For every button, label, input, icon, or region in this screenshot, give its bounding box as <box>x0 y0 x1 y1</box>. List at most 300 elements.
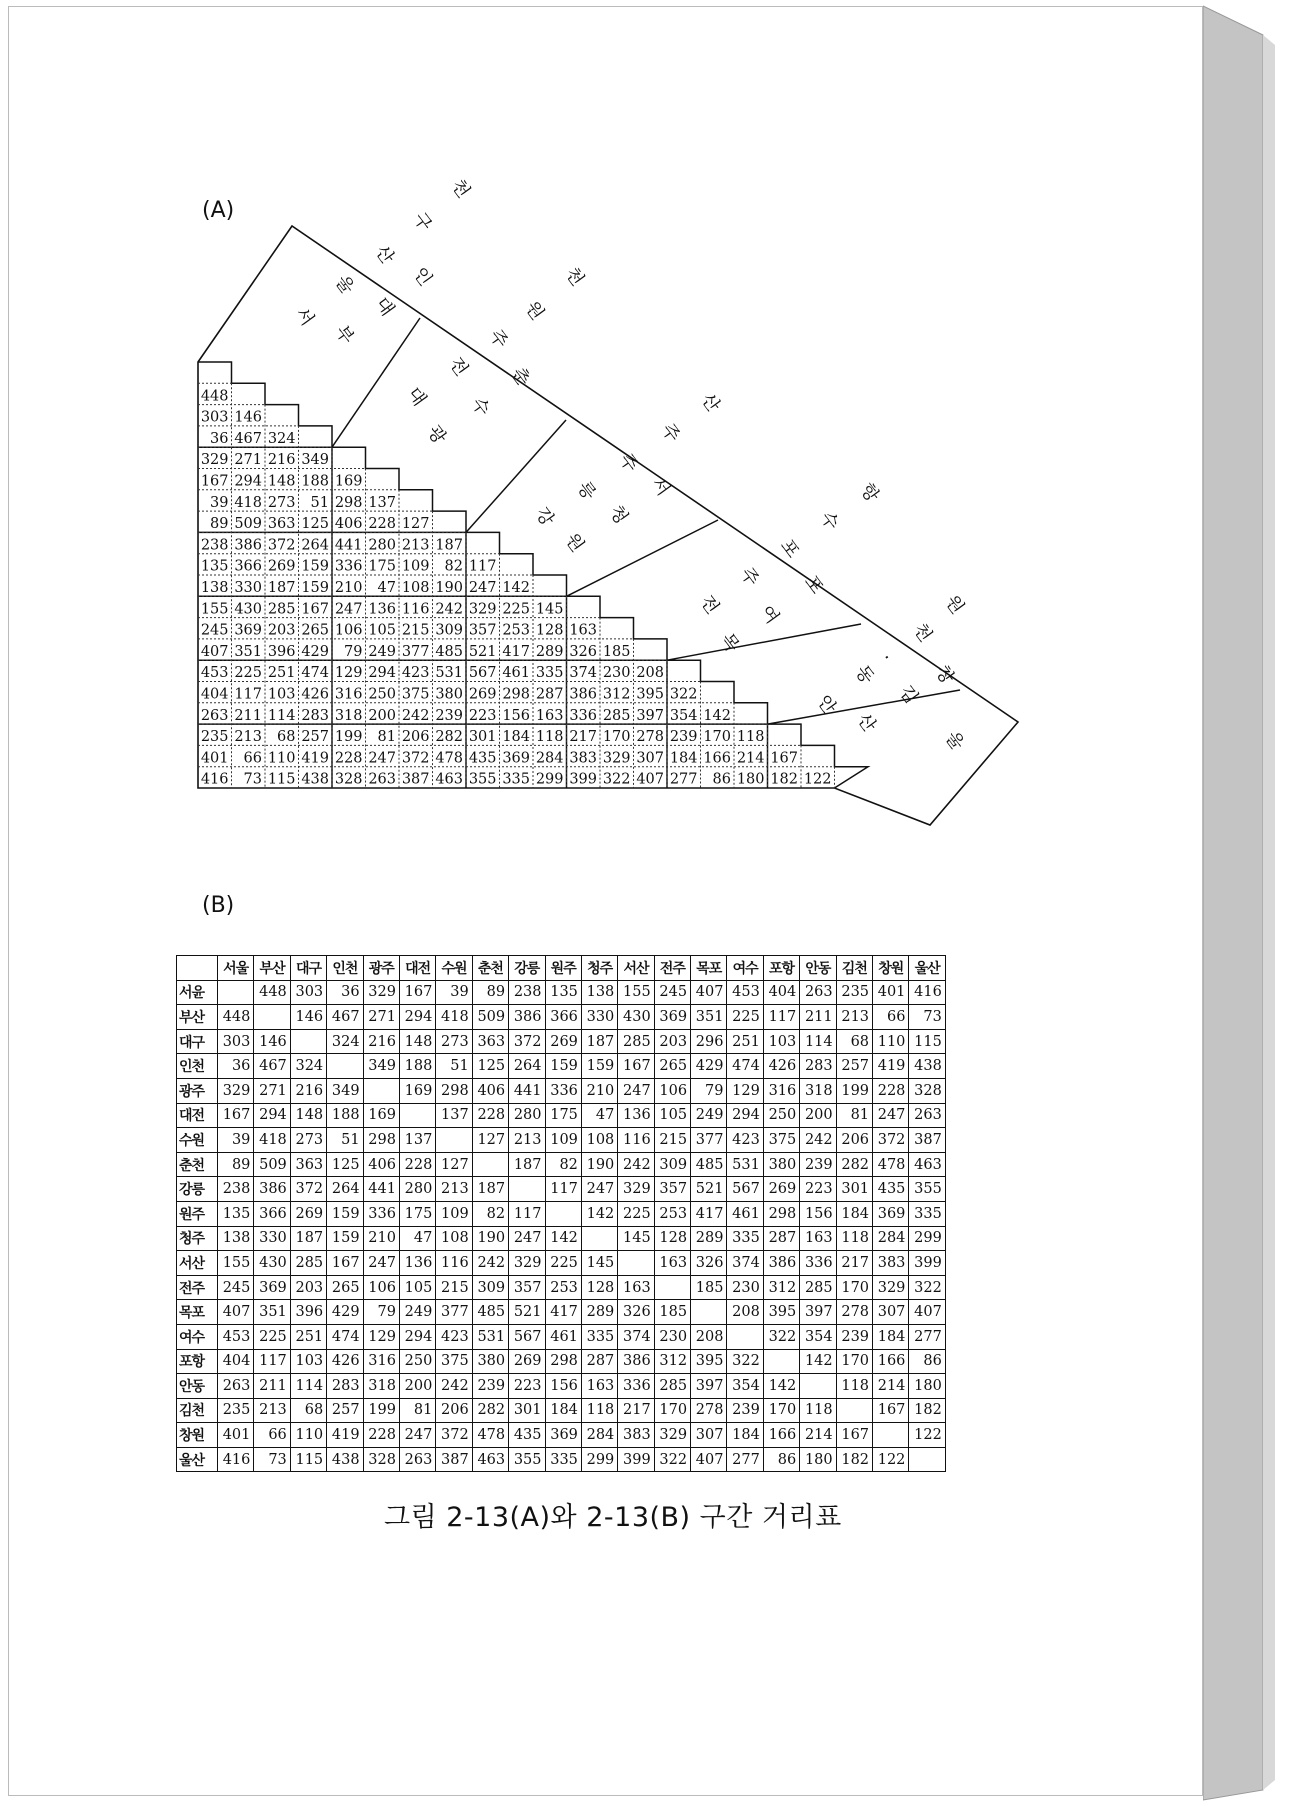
distance-cell: 228 <box>873 1078 909 1103</box>
distance-cell: 349 <box>363 1054 399 1079</box>
triangle-cell-value: 239 <box>435 707 463 724</box>
distance-cell: 167 <box>873 1398 909 1423</box>
triangle-cell-value: 322 <box>602 771 631 788</box>
triangle-cell-value: 357 <box>468 622 497 639</box>
triangle-cell-value: 312 <box>602 686 631 703</box>
distance-cell: 430 <box>254 1251 290 1276</box>
triangular-distance-chart <box>0 0 1292 860</box>
table-row <box>177 1447 946 1472</box>
triangle-cell-value: 429 <box>301 643 329 660</box>
distance-cell: 375 <box>436 1349 472 1374</box>
distance-cell: 330 <box>254 1226 290 1251</box>
distance-cell: 214 <box>800 1423 836 1448</box>
triangle-cell-value: 68 <box>277 729 296 746</box>
triangle-cell-value: 303 <box>200 409 229 426</box>
distance-cell: 108 <box>436 1226 472 1251</box>
distance-cell: 225 <box>618 1201 654 1226</box>
distance-cell: 135 <box>218 1201 254 1226</box>
distance-cell: 109 <box>545 1128 581 1153</box>
triangle-cell-value: 397 <box>636 707 664 724</box>
distance-cell: 39 <box>436 980 472 1005</box>
distance-cell: 115 <box>290 1447 326 1472</box>
distance-cell: 336 <box>545 1078 581 1103</box>
distance-cell: 116 <box>618 1128 654 1153</box>
distance-cell: 199 <box>363 1398 399 1423</box>
city-name-glyph: . <box>880 646 901 664</box>
distance-cell: 247 <box>399 1423 435 1448</box>
distance-cell: 354 <box>727 1374 763 1399</box>
distance-cell: 336 <box>363 1201 399 1226</box>
distance-cell: 355 <box>909 1177 945 1202</box>
distance-cell: 225 <box>254 1324 290 1349</box>
distance-cell: 199 <box>836 1078 872 1103</box>
distance-cell: 377 <box>436 1300 472 1325</box>
distance-cell: 441 <box>509 1078 545 1103</box>
triangle-cell-value: 159 <box>301 580 329 596</box>
triangle-cell-value: 369 <box>234 622 262 639</box>
triangle-cell-value: 217 <box>569 729 597 746</box>
triangle-cell-value: 271 <box>234 452 262 469</box>
distance-cell: 380 <box>763 1152 799 1177</box>
table-row <box>177 1128 946 1153</box>
distance-cell: 68 <box>290 1398 326 1423</box>
triangle-cell-value: 283 <box>301 707 329 724</box>
distance-cell: 387 <box>909 1128 945 1153</box>
distance-cell: 203 <box>654 1029 690 1054</box>
distance-cell: 36 <box>218 1054 254 1079</box>
distance-cell: 335 <box>545 1447 581 1472</box>
distance-cell <box>509 1177 545 1202</box>
triangle-cell-value: 399 <box>569 771 597 788</box>
triangle-cell-value: 117 <box>234 686 262 703</box>
table-row <box>177 1226 946 1251</box>
row-header: 서윤 <box>177 980 218 1005</box>
distance-cell: 318 <box>363 1374 399 1399</box>
distance-cell <box>290 1029 326 1054</box>
distance-cell: 354 <box>800 1324 836 1349</box>
triangle-cell-value: 247 <box>468 580 497 596</box>
column-header: 대전 <box>399 956 435 981</box>
distance-cell: 114 <box>800 1029 836 1054</box>
distance-cell: 301 <box>509 1398 545 1423</box>
distance-cell: 366 <box>545 1005 581 1030</box>
triangle-cell-value: 316 <box>334 686 363 703</box>
triangle-cell-value: 182 <box>770 771 798 788</box>
distance-cell: 322 <box>654 1447 690 1472</box>
distance-cell: 406 <box>472 1078 508 1103</box>
triangle-cell-value: 386 <box>569 686 597 703</box>
distance-cell: 335 <box>909 1201 945 1226</box>
column-header: 인천 <box>327 956 363 981</box>
distance-cell: 225 <box>545 1251 581 1276</box>
city-name-glyph: 창 <box>930 661 959 688</box>
triangle-cell-value: 383 <box>569 750 597 767</box>
triangle-cell-value: 51 <box>310 494 329 511</box>
triangle-cell-value: 81 <box>377 729 396 746</box>
distance-cell: 213 <box>254 1398 290 1423</box>
triangle-cell-value: 280 <box>368 537 396 554</box>
triangle-cell-value: 199 <box>334 729 363 746</box>
distance-cell: 478 <box>472 1423 508 1448</box>
distance-cell: 217 <box>836 1251 872 1276</box>
triangle-cell-value: 366 <box>234 558 262 575</box>
distance-cell: 163 <box>654 1251 690 1276</box>
triangle-cell-value: 396 <box>267 643 296 660</box>
distance-cell: 357 <box>509 1275 545 1300</box>
triangle-cell-value: 115 <box>267 771 296 788</box>
distance-cell: 474 <box>327 1324 363 1349</box>
distance-cell: 478 <box>873 1152 909 1177</box>
distance-cell: 418 <box>254 1128 290 1153</box>
distance-cell <box>691 1300 727 1325</box>
distance-cell: 380 <box>472 1349 508 1374</box>
table-row <box>177 1251 946 1276</box>
triangle-cell-value: 329 <box>468 601 497 618</box>
distance-cell: 430 <box>618 1005 654 1030</box>
distance-cell: 142 <box>763 1374 799 1399</box>
triangle-cell-value: 299 <box>535 771 564 788</box>
distance-cell: 216 <box>363 1029 399 1054</box>
triangle-cell-value: 228 <box>334 750 363 767</box>
city-name-glyph: 대 <box>402 383 431 410</box>
column-header: 포항 <box>763 956 799 981</box>
distance-cell: 336 <box>800 1251 836 1276</box>
triangle-cell-value: 453 <box>200 665 229 682</box>
city-name-glyph: 안 <box>812 691 841 718</box>
city-name-glyph: 포 <box>775 535 804 562</box>
distance-cell: 369 <box>545 1423 581 1448</box>
distance-cell: 247 <box>363 1251 399 1276</box>
distance-cell: 426 <box>327 1349 363 1374</box>
table-row <box>177 1349 946 1374</box>
distance-cell: 355 <box>509 1447 545 1472</box>
distance-cell: 369 <box>254 1275 290 1300</box>
distance-cell: 448 <box>218 1005 254 1030</box>
distance-cell: 118 <box>581 1398 617 1423</box>
triangle-cell-value: 238 <box>200 537 229 554</box>
triangle-cell-value: 263 <box>200 707 229 724</box>
distance-cell: 128 <box>654 1226 690 1251</box>
column-header: 부산 <box>254 956 290 981</box>
row-header: 목포 <box>177 1300 218 1325</box>
triangle-cell-value: 478 <box>435 750 463 767</box>
city-name-glyph: 원 <box>560 529 589 556</box>
distance-cell: 257 <box>836 1054 872 1079</box>
distance-cell: 206 <box>836 1128 872 1153</box>
triangle-cell-value: 175 <box>368 558 396 575</box>
distance-cell: 247 <box>581 1177 617 1202</box>
triangle-cell-value: 251 <box>267 665 296 682</box>
distance-cell: 185 <box>654 1300 690 1325</box>
triangle-cell-value: 423 <box>401 665 430 682</box>
distance-cell: 265 <box>654 1054 690 1079</box>
triangle-cell-value: 146 <box>234 409 262 426</box>
distance-cell: 184 <box>727 1423 763 1448</box>
distance-cell: 298 <box>763 1201 799 1226</box>
distance-cell: 217 <box>618 1398 654 1423</box>
city-name-glyph: 춘 <box>506 363 535 390</box>
distance-cell: 423 <box>436 1324 472 1349</box>
distance-cell: 407 <box>909 1300 945 1325</box>
distance-cell: 282 <box>472 1398 508 1423</box>
distance-cell <box>545 1201 581 1226</box>
table-row <box>177 1300 946 1325</box>
distance-cell: 136 <box>618 1103 654 1128</box>
distance-cell: 159 <box>327 1226 363 1251</box>
distance-cell: 269 <box>763 1177 799 1202</box>
distance-cell <box>218 980 254 1005</box>
distance-cell: 239 <box>727 1398 763 1423</box>
distance-cell: 303 <box>290 980 326 1005</box>
table-row <box>177 1078 946 1103</box>
row-header: 청주 <box>177 1226 218 1251</box>
distance-cell: 36 <box>327 980 363 1005</box>
distance-cell: 187 <box>509 1152 545 1177</box>
distance-cell: 235 <box>218 1398 254 1423</box>
distance-cell: 271 <box>254 1078 290 1103</box>
distance-cell: 190 <box>581 1152 617 1177</box>
city-name-glyph: 산 <box>852 709 881 736</box>
table-row <box>177 1275 946 1300</box>
row-header: 부산 <box>177 1005 218 1030</box>
triangle-cell-value: 253 <box>502 622 530 639</box>
distance-cell: 375 <box>763 1128 799 1153</box>
distance-cell: 277 <box>909 1324 945 1349</box>
distance-cell: 271 <box>363 1005 399 1030</box>
distance-cell: 372 <box>436 1423 472 1448</box>
distance-cell: 242 <box>436 1374 472 1399</box>
distance-cell: 230 <box>654 1324 690 1349</box>
distance-cell: 182 <box>836 1447 872 1472</box>
triangle-cell-value: 294 <box>234 473 262 490</box>
triangle-cell-value: 372 <box>401 750 430 767</box>
triangle-cell-value: 298 <box>334 494 363 511</box>
distance-cell: 309 <box>654 1152 690 1177</box>
triangle-cell-value: 318 <box>334 707 363 724</box>
distance-cell: 180 <box>800 1447 836 1472</box>
distance-cell: 225 <box>727 1005 763 1030</box>
city-name-glyph: 천 <box>908 619 937 646</box>
triangle-cell-value: 269 <box>267 558 296 575</box>
triangle-cell-value: 273 <box>267 494 296 511</box>
distance-cell: 247 <box>618 1078 654 1103</box>
triangle-cell-value: 142 <box>502 580 530 596</box>
row-header: 포항 <box>177 1349 218 1374</box>
distance-cell <box>399 1103 435 1128</box>
distance-cell: 280 <box>509 1103 545 1128</box>
triangle-cell-value: 187 <box>435 537 463 554</box>
distance-cell: 303 <box>218 1029 254 1054</box>
distance-cell: 148 <box>290 1103 326 1128</box>
triangle-cell-value: 387 <box>401 771 430 788</box>
triangle-cell-value: 245 <box>200 622 229 639</box>
city-name-glyph: 수 <box>466 393 495 420</box>
column-header: 창원 <box>873 956 909 981</box>
triangle-cell-value: 419 <box>301 750 329 767</box>
distance-cell: 474 <box>727 1054 763 1079</box>
distance-cell: 397 <box>800 1300 836 1325</box>
city-name-glyph: 전 <box>444 353 473 380</box>
distance-cell: 166 <box>763 1423 799 1448</box>
distance-cell: 167 <box>218 1103 254 1128</box>
triangle-cell-value: 330 <box>234 580 262 596</box>
distance-cell: 289 <box>581 1300 617 1325</box>
hood-divider <box>667 624 861 660</box>
distance-cell: 289 <box>691 1226 727 1251</box>
distance-cell: 175 <box>545 1103 581 1128</box>
distance-cell: 521 <box>509 1300 545 1325</box>
distance-cell: 285 <box>290 1251 326 1276</box>
part-a-label: (A) <box>202 198 235 223</box>
distance-cell: 387 <box>436 1447 472 1472</box>
triangle-cell-value: 135 <box>200 558 229 575</box>
distance-cell: 453 <box>218 1324 254 1349</box>
distance-cell: 115 <box>909 1029 945 1054</box>
distance-cell <box>763 1349 799 1374</box>
triangle-cell-value: 374 <box>569 665 597 682</box>
distance-cell: 249 <box>399 1300 435 1325</box>
distance-cell: 118 <box>836 1226 872 1251</box>
distance-cell: 265 <box>327 1275 363 1300</box>
city-name-glyph: 강 <box>530 503 559 530</box>
distance-cell <box>873 1423 909 1448</box>
triangle-cell-value: 185 <box>602 643 631 660</box>
triangle-cell-value: 250 <box>368 686 396 703</box>
distance-cell: 467 <box>327 1005 363 1030</box>
distance-cell: 175 <box>399 1201 435 1226</box>
table-row <box>177 1054 946 1079</box>
distance-cell: 184 <box>873 1324 909 1349</box>
distance-cell: 242 <box>618 1152 654 1177</box>
triangle-cell-value: 435 <box>468 750 497 767</box>
distance-cell: 188 <box>327 1103 363 1128</box>
distance-matrix-table <box>176 955 946 1472</box>
distance-cell: 396 <box>290 1300 326 1325</box>
distance-cell: 372 <box>509 1029 545 1054</box>
triangle-cell-value: 426 <box>301 686 329 703</box>
distance-cell: 138 <box>218 1226 254 1251</box>
triangle-cell-value: 485 <box>435 643 463 660</box>
distance-cell: 287 <box>581 1349 617 1374</box>
triangle-cell-value: 190 <box>435 580 463 596</box>
distance-cell: 138 <box>581 980 617 1005</box>
distance-cell: 145 <box>581 1251 617 1276</box>
distance-cell: 377 <box>691 1128 727 1153</box>
city-name-glyph: 대 <box>370 293 399 320</box>
distance-cell: 68 <box>836 1029 872 1054</box>
city-name-glyph: 청 <box>604 501 633 528</box>
distance-cell: 407 <box>218 1300 254 1325</box>
distance-cell: 187 <box>581 1029 617 1054</box>
distance-cell: 208 <box>691 1324 727 1349</box>
distance-cell: 211 <box>800 1005 836 1030</box>
distance-cell: 336 <box>618 1374 654 1399</box>
distance-cell: 250 <box>399 1349 435 1374</box>
distance-cell: 298 <box>436 1078 472 1103</box>
distance-cell: 257 <box>327 1398 363 1423</box>
distance-cell: 250 <box>763 1103 799 1128</box>
city-name-glyph: 주 <box>484 325 513 352</box>
distance-cell: 163 <box>618 1275 654 1300</box>
triangle-cell-value: 137 <box>368 494 396 511</box>
distance-cell: 215 <box>436 1275 472 1300</box>
table-corner-cell <box>177 956 218 981</box>
distance-cell: 249 <box>691 1103 727 1128</box>
city-name-glyph: 전 <box>695 591 724 618</box>
distance-cell: 142 <box>581 1201 617 1226</box>
distance-cell: 239 <box>800 1152 836 1177</box>
distance-cell: 213 <box>509 1128 545 1153</box>
distance-cell: 294 <box>399 1005 435 1030</box>
triangle-cell-value: 418 <box>234 494 262 511</box>
column-header: 대구 <box>290 956 326 981</box>
triangle-cell-value: 213 <box>401 537 430 554</box>
triangle-cell-value: 567 <box>468 665 497 682</box>
distance-cell: 106 <box>363 1275 399 1300</box>
city-name-glyph: 천 <box>446 175 475 202</box>
distance-cell: 216 <box>290 1078 326 1103</box>
triangle-cell-value: 225 <box>234 665 262 682</box>
distance-cell: 166 <box>873 1349 909 1374</box>
distance-cell: 247 <box>873 1103 909 1128</box>
city-name-glyph: 여 <box>755 601 784 628</box>
city-name-glyph: 주 <box>656 419 685 446</box>
table-row <box>177 1374 946 1399</box>
distance-cell: 309 <box>472 1275 508 1300</box>
triangle-cell-value: 386 <box>234 537 262 554</box>
distance-cell: 170 <box>654 1398 690 1423</box>
distance-cell: 335 <box>581 1324 617 1349</box>
triangle-cell-value: 322 <box>669 686 698 703</box>
city-name-glyph: 울 <box>940 727 969 754</box>
triangle-cell-value: 122 <box>803 771 832 788</box>
triangle-cell-value: 228 <box>368 516 396 533</box>
distance-cell: 253 <box>654 1201 690 1226</box>
distance-cell: 125 <box>472 1054 508 1079</box>
triangle-cell-value: 110 <box>267 750 296 767</box>
distance-cell: 269 <box>545 1029 581 1054</box>
triangle-cell-value: 406 <box>334 516 363 533</box>
column-header: 광주 <box>363 956 399 981</box>
triangle-cell-value: 118 <box>736 729 765 746</box>
distance-cell: 294 <box>727 1103 763 1128</box>
triangle-cell-value: 223 <box>468 707 497 724</box>
distance-cell: 79 <box>691 1078 727 1103</box>
distance-cell: 485 <box>472 1300 508 1325</box>
city-name-glyph: 원 <box>520 297 549 324</box>
triangle-cell-value: 416 <box>200 771 229 788</box>
distance-cell: 211 <box>254 1374 290 1399</box>
distance-cell: 383 <box>618 1423 654 1448</box>
city-name-glyph: 김 <box>894 681 923 708</box>
distance-cell: 184 <box>545 1398 581 1423</box>
distance-cell: 167 <box>327 1251 363 1276</box>
triangle-cell-value: 117 <box>468 558 497 575</box>
triangle-cell-value: 184 <box>669 750 698 767</box>
table-row <box>177 1423 946 1448</box>
triangle-cell-value: 106 <box>334 622 363 639</box>
triangle-cell-value: 249 <box>368 643 396 660</box>
distance-cell: 117 <box>254 1349 290 1374</box>
distance-cell: 395 <box>763 1300 799 1325</box>
distance-cell: 263 <box>909 1103 945 1128</box>
distance-cell: 51 <box>436 1054 472 1079</box>
distance-cell: 125 <box>327 1152 363 1177</box>
triangle-cell-value: 230 <box>602 665 631 682</box>
distance-cell: 374 <box>727 1251 763 1276</box>
triangle-cell-value: 407 <box>200 643 229 660</box>
distance-cell: 316 <box>363 1349 399 1374</box>
